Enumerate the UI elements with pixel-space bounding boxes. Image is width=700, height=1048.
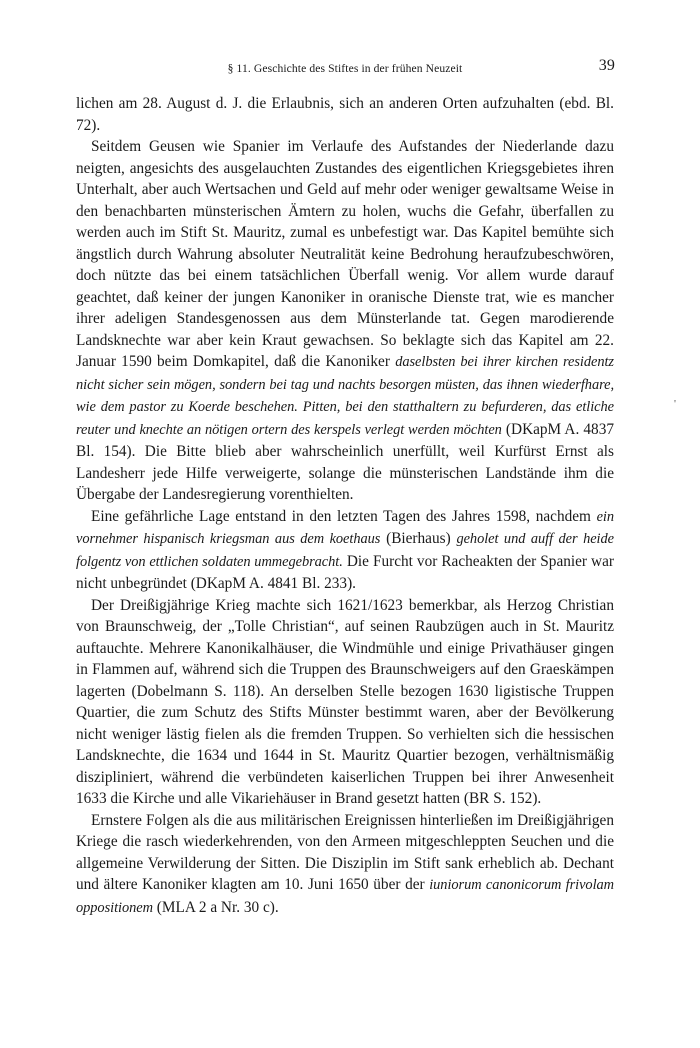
paragraph bbox=[76, 506, 614, 595]
paragraph bbox=[76, 93, 614, 136]
italic-quotation: ein vornehmer hispanisch kriegsman aus dem koethaus bbox=[76, 508, 614, 547]
running-header bbox=[75, 57, 615, 80]
running-title: § 11. Geschichte des Stiftes in der frühen Neuzeit bbox=[227, 62, 463, 75]
body-text bbox=[76, 93, 614, 919]
page-number: 39 bbox=[598, 57, 615, 74]
paragraph bbox=[76, 595, 614, 810]
paragraph bbox=[76, 136, 614, 506]
text-run: (DKapM A. 4837 Bl. 154). Die Bitte blieb aber wahrscheinlich unerfüllt, weil Kurfürst Ernst als Landesherr jede Hilfe verweigerte, solange die münsterischen Landstände ihm die Übergabe der Landesregierung vorenthielten. bbox=[76, 420, 614, 503]
text-run: (Bierhaus) bbox=[380, 530, 457, 547]
text-run: (MLA 2 a Nr. 30 c). bbox=[152, 898, 279, 916]
text-run: Ernstere Folgen als die aus militärischen Ereignissen hinterließen im Dreißigjährigen Kriege die rasch wiederkehrenden, von den Armeen mitgeschleppten Seuchen und die allgemeine Verwilderung der Sitten. Die Disziplin im Stift sank erheblich ab. Dechant und ältere Kanoniker klagten am 10. Juni 1650 über der bbox=[76, 811, 614, 893]
paragraph bbox=[76, 810, 614, 920]
italic-quotation: daselbsten bei ihrer kirchen residentz nicht sicher sein mögen, sondern bei tag und nachts besorgen müsten, das ihnen wiederfhare, wie dem pastor zu Koerde beschehen. Pitten, bei den statthaltern zu befurderen, das etliche reuter und knechte an nötigen ortern des kerspels verlegt werden möchten bbox=[76, 354, 614, 438]
text-run: Die Furcht vor Racheakten der Spanier war nicht unbegründet (DKapM A. 4841 Bl. 233). bbox=[76, 552, 614, 592]
margin-mark: ' bbox=[674, 398, 676, 410]
italic-quotation: iuniorum canonicorum frivolam oppositionem bbox=[76, 877, 615, 916]
text-run: lichen am 28. August d. J. die Erlaubnis, sich an anderen Orten aufzuhalten (ebd. Bl. 72). bbox=[76, 95, 614, 134]
italic-quotation: geholet und auff der heide folgentz von ettlichen soldaten ummegebracht. bbox=[76, 531, 614, 570]
text-run: Eine gefährliche Lage entstand in den letzten Tagen des Jahres 1598, nachdem bbox=[91, 507, 597, 525]
text-run: Der Dreißigjährige Krieg machte sich 1621/1623 bemerkbar, als Herzog Christian von Braunschweig, der „Tolle Christian“, auf seinen Raubzügen auch in St. Mauritz auftauchte. Mehrere Kanonikalhäuser, die Windmühle und einige Privathäuser gingen in Flammen auf, während sich die Truppen des Braunschweigers auf den Graeskämpen lagerten (Dobelmann S. 118). An derselben Stelle bezogen 1630 ligistische Truppen Quartier, die zum Schutz des Stifts Münster bestimmt waren, aber der Bevölkerung nicht weniger lästig fielen als die fremden Truppen. So verhielten sich die hessischen Landsknechte, die 1634 und 1644 in St. Mauritz Quartier bezogen, verhältnismäßig diszipliniert, während die verbündeten kaiserlichen Truppen bei ihrer Anwesenheit 1633 die Kirche und alle Vikariehäuser in Brand gesetzt hatten (BR S. 152). bbox=[76, 596, 614, 807]
text-run: Seitdem Geusen wie Spanier im Verlaufe des Aufstandes der Niederlande dazu neigten, angesichts des ausgelauchten Zustandes des eigentlichen Kriegsgebietes ihren Unterhalt, aber auch Wertsachen und Geld auf mehr oder weniger gewaltsame Weise in den benachbarten münsterischen Ämtern zu holen, wuchs die Gefahr, überfallen zu werden auch im Stift St. Mauritz, zumal es unbefestigt war. Das Kapitel bemühte sich ängstlich durch Wahrung absoluter Neutralität keine Bedrohung heraufzubeschwören, doch nützte das bei einem tatsächlichen Überfall wenig. Vor allem wurde darauf geachtet, daß keiner der jungen Kanoniker in oranische Dienste trat, wie es mancher ihrer adeligen Standesgenossen aus dem Münsterlande tat. Gegen marodierende Landsknechte war aber kein Kraut gewachsen. So beklagte sich das Kapitel am 22. Januar 1590 beim Domkapitel, daß die Kanoniker bbox=[76, 138, 614, 370]
